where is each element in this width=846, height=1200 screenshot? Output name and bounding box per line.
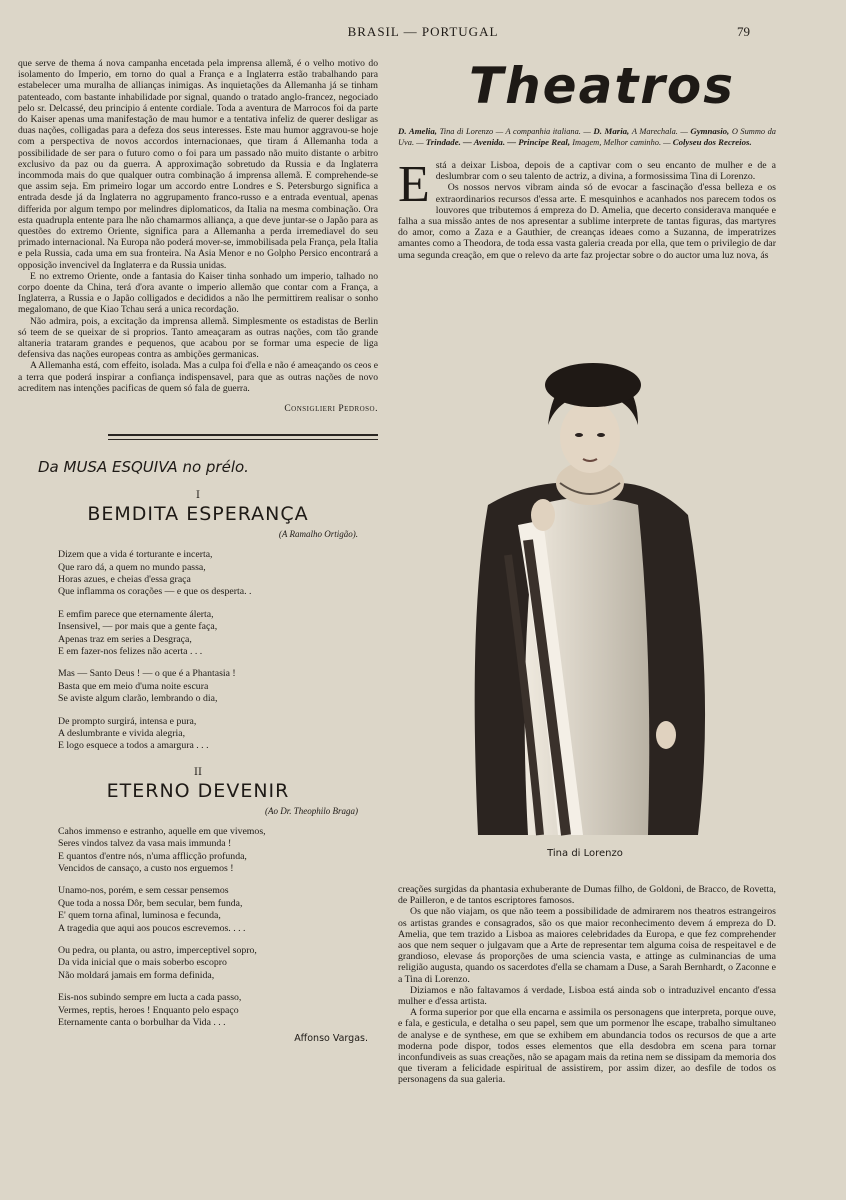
review-paragraph: A forma superior por que ella encarna e assimila os personagens que interpreta, porque ouve, e fala, e gesticula, e detalha o seu papel, sem que um pormenor lhe escape, trabalho simultaneo de analyse e de synthese, em que se exhibem em abundancia todos os recursos de que a arte moderna pode dispor, todos esses elementos que ella desdobra em scena para tornar inconfundiveis as suas creações, não se apagam mais da retina nem se dissipam da memoria dos que tiveram a felicidade espiritual de assistirem, por assim dizer, ao desfile de todos os personagens da sua galeria. (398, 1007, 776, 1086)
drop-cap: E (398, 156, 430, 213)
poem-line: Dizem que a vida é torturante e incerta, (58, 549, 213, 561)
poem-line: Vermes, reptis, heroes ! Enquanto pelo espaço (58, 1004, 239, 1016)
poem-title: BEMDITA ESPERANÇA (87, 503, 309, 526)
poem-line: Que toda a nossa Dôr, bem secular, bem funda, (58, 897, 243, 909)
poem-line: De prompto surgirá, intensa e pura, (58, 715, 197, 727)
poem-line: E quantos d'entre nós, n'uma afflicção profunda, (58, 850, 247, 862)
portrait-illustration (448, 355, 722, 840)
poem-stanza (58, 716, 378, 753)
review-paragraph: stá a deixar Lisboa, depois de a captivar com o seu encanto de mulher e de a deslumbrar com o seu talento de actriz, a divina, a formosissima Tina di Lorenzo. (435, 160, 776, 183)
article-paragraph: A Allemanha está, com effeito, isolada. Mas a culpa foi d'ella e não é ameaçando os ceos e a terra que poderá inspirar a confiança indispensavel, para que as outras nações de novo acreditem nas intenções pacificas de quem só fala de guerra. (18, 360, 378, 394)
theatre-venue: Principe Real, (518, 137, 573, 147)
poem-line: Ou pedra, ou planta, ou astro, imperceptivel sopro, (58, 945, 257, 957)
article-signature: Consiglieri Pedroso. (284, 404, 378, 415)
poem-line: Basta que em meio d'uma noite escura (58, 680, 209, 692)
section-divider (108, 434, 378, 436)
theatre-venue: Colyseu dos Recreios. (672, 137, 752, 147)
theatre-program: Tina di Lorenzo — A companhia italiana. — (439, 127, 594, 136)
poem-stanza (58, 826, 378, 876)
poem-number: II (194, 766, 202, 778)
poem-line: A tragedia que aqui aos poucos escrevemos. . . . (58, 922, 246, 934)
poem-dedication: (A Ramalho Ortigão). (278, 529, 358, 540)
poem-stanza (58, 945, 378, 982)
right-column (398, 58, 776, 261)
poem-line: E logo esquece a todos a amargura . . . (58, 740, 209, 752)
article-paragraph: E no extremo Oriente, onde a fantasia do Kaiser tinha sonhado um imperio, talhado no corpo doente da China, terá d'ora avante o imperio allemão que contar com a França, a Inglaterra, a Russia e o Japão colligados e decididos a não lhe permittirem realisar o sonho megalomano, de que Kiao Tchau será a unica recordação. (18, 270, 378, 316)
poem-stanza (58, 609, 378, 659)
poem-line: A deslumbrante e vivida alegria, (58, 727, 186, 739)
theatre-review-intro (398, 156, 776, 261)
poem-line: Apenas traz em series a Desgraça, (58, 633, 192, 645)
review-paragraph: Os nossos nervos vibram ainda só de evocar a fascinação d'essa belleza e os extraordinarios recursos d'essa arte. E mesquinhos e acanhados nos parecem todos os louvores que tributemos á empreza do D. Amelia, que decerto considerava manquée e falha a sua missão antes de nos apresentar a sublime interprete de tantas figuras, das martyres do amor, como a Zaza e a Gauthier, de creanças ideaes como a Suzanna, de imperatrizes amantes como a Theodora, de toda essa vasta galeria creada por ella, que tem o privilegio de dar uma segunda creação, em que o relevo da arte faz projectar sobre o do auctor uma luz nova, ás (398, 182, 776, 261)
poem-line: Vencidos de cansaço, a custo nos erguemos ! (58, 863, 234, 874)
poem-line: Da vida inicial que o mais soberbo escopro (58, 957, 227, 969)
left-column (18, 58, 378, 1044)
theatre-venue: Gymnasio, (690, 126, 732, 136)
article-paragraph: Não admira, pois, a excitação da imprensa allemã. Simplesmente os estadistas de Berlin só teem de se queixar de si proprios. Tanto ameaçaram as outras nações, com tão grande altaneria trataram grandes e pequenos, que acabou por se formar uma especie de liga defensiva das nações europeas contra as ambições germanicas. (18, 315, 378, 361)
poem-line: Eis-nos subindo sempre em lucta a cada passo, (58, 992, 242, 1004)
review-paragraph: creações surgidas da phantasia exhuberante de Dumas filho, de Goldoni, de Bracco, de Rovetta, de Pailleron, e de tantos escriptores famosos. (398, 884, 776, 907)
poem-line: E' quem torna afinal, luminosa e fecunda, (58, 910, 221, 922)
poem-line: E em fazer-nos felizes não acerta . . . (58, 645, 203, 657)
section-divider-thin (108, 439, 378, 440)
poem-line: Que raro dá, a quem no mundo passa, (58, 561, 206, 573)
poem-number: I (196, 490, 200, 502)
review-paragraph: Diziamos e não faltavamos á verdade, Lisboa está ainda sob o intraduzivel encanto d'essa mulher e d'essa artista. (398, 984, 776, 1008)
poem-line: Insensivel, — por mais que a gente faça, (58, 621, 218, 633)
theatre-review-continued (398, 884, 776, 1086)
page-number: 79 (737, 24, 750, 39)
poem-line: Se aviste algum clarão, lembrando o dia, (58, 693, 218, 705)
poem-line: Cahos immenso e estranho, aquelle em que vivemos, (58, 825, 266, 837)
political-article (18, 58, 378, 394)
poem-author: Affonso Vargas. (294, 1033, 368, 1045)
poems-heading: Da MUSA ESQUIVA no prélo. (38, 458, 249, 477)
review-paragraph: Os que não viajam, os que não teem a possibilidade de admirarem nos theatros estrangeiros os artistas grandes e consagrados, são os que maior reconhecimento devem á empreza do D. Amelia, que tem trazido a Lisboa as maiores celebridades da Europa, e que fez comprehender aos que nem sequer o julgavam que a Arte de representar tem alguma coisa de respeitavel e de grandioso, elevase ás proporções de uma sciencia vasta, e attinge as culminancias de uma religião augusta, quando os sacerdotes d'ella se chamam a Duse, a Sarah Bernhardt, o Zaconne e a Tina di Lorenzo. (398, 906, 776, 985)
poem-line: Unamo-nos, porém, e sem cessar pensemos (58, 885, 229, 897)
poem-line: Eternamente canta o borbulhar da Vida . . . (58, 1017, 226, 1029)
poem-line: Horas azues, e cheias d'essa graça (58, 573, 191, 585)
theatre-listings (398, 126, 776, 148)
poem-dedication: (Ao Dr. Theophilo Braga) (265, 805, 358, 816)
theatre-venue: Trindade. — (425, 137, 474, 147)
article-paragraph: que serve de thema á nova campanha encetada pela imprensa allemã, é o velho motivo do isolamento do Imperio, em torno do qual a França e a Inglaterra estão trabalhando para estabelecer uma muralha de allianças inimigas. As inquietações da Allemanha já se tinham patenteado, com bastante inhabilidade por signal, quando o tratado anglo-francez, negociado pelo sr. Delcassé, deu principio á entente cordiale. Toda a aventura de Marrocos foi da parte do Kaiser apenas uma manifestação de mau humor e a tentativa infeliz de querer desligar as duas nações, colligadas para a defeza dos seus interesses. Este mau humor aggravou-se hoje com a perspectiva de novos accordos internacionaes, que tiram á Allemanha toda a possibilidade de ser para o futuro como o foi para um passado não muito distante o arbitro exclusivo da paz ou da guerra. A approximação sobretudo da Russia e da Inglaterra incommoda mais do que qualquer outra combinação á imprensa allemã. E comprehende-se que assim seja. Em primeiro logar um accordo entre Londres e S. Petersburgo significa a entrada desde já da Inglaterra no aggrupamento franco-russo e a entrada eventual, apenas differida por algum tempo por melindres diplomaticos, da Italia na mesma combinação. Ora esta quadrupla entente para lhe não chamarmos alliança, a que deve juntar-se o Japão para as questões do extremo Oriente, significa para a Allemanha a perda irremediavel do seu primado internacional. Na Europa não poderá mover-se, immobilisada pela França, pela Italia e pela Russia, cada uma em sua fronteira. Na Asia Menor e no Golpho Persico encontrará a opposição invencivel da Inglaterra e da Russia unidas. (18, 58, 378, 271)
poem-stanza (58, 885, 378, 935)
poem-line: Não moldará jamais em forma definida, (58, 969, 215, 981)
theatre-program: A Marechala. — (631, 127, 691, 136)
poem-line: Seres vindos talvez da vasa mais immunda ! (58, 838, 232, 850)
poem-line: Mas — Santo Deus ! — o que é a Phantasia ! (58, 668, 236, 680)
theatre-program: Imagem, Melhor caminho. — (572, 138, 673, 147)
theatre-venue: D. Maria, (593, 126, 632, 136)
theatre-program: O Summo da Uva. — (398, 127, 776, 147)
photo-caption: Tina di Lorenzo (547, 848, 623, 859)
poem-stanza (58, 992, 378, 1029)
running-title: BRASIL — PORTUGAL (347, 24, 499, 39)
poem-title: ETERNO DEVENIR (106, 779, 290, 802)
actress-photo (448, 355, 722, 840)
theatre-venue: Avenida. — (473, 137, 519, 147)
poem-line: Que inflamma os corações — e que os desperta. . (58, 586, 252, 598)
poem-stanza (58, 549, 378, 599)
poem-stanza (58, 668, 378, 705)
theatre-venue: D. Amelia, (398, 126, 440, 136)
poem-line: E emfim parece que eternamente álerta, (58, 608, 214, 620)
section-title: Theatros (468, 57, 736, 115)
